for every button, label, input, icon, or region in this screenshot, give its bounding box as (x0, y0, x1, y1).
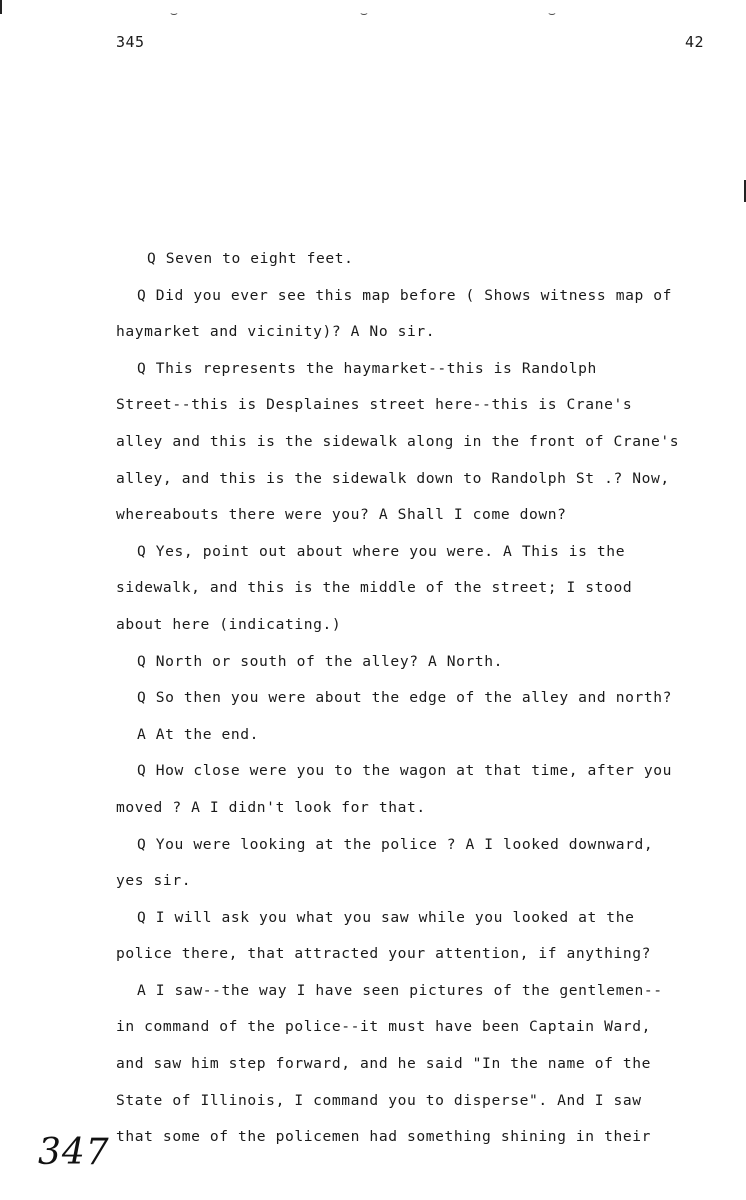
text-line: moved ? A I didn't look for that. (116, 798, 426, 816)
text-line: Q North or south of the alley? A North. (137, 652, 504, 670)
scan-edge-mark (0, 0, 2, 14)
punch-mark: ⌣ (170, 6, 178, 20)
text-line: yes sir. (116, 872, 192, 890)
text-line: police there, that attracted your attention, if anything? (116, 945, 652, 963)
text-line: State of Illinois, I command you to disperse". And I saw (116, 1091, 642, 1109)
text-line: Q This represents the haymarket--this is Randolph (137, 359, 597, 377)
text-line: Q Did you ever see this map before ( Shows witness map of (137, 286, 673, 304)
text-line: A At the end. (137, 725, 260, 743)
page-number-right: 42 (684, 33, 704, 51)
text-line: about here (indicating.) (116, 615, 342, 633)
text-line: in command of the police--it must have been Captain Ward, (116, 1018, 652, 1036)
text-line: that some of the policemen had something shining in their (116, 1128, 652, 1146)
handwritten-page-number: 347 (38, 1132, 110, 1173)
page-number-left: 345 (116, 33, 145, 51)
text-line: A I saw--the way I have seen pictures of the gentlemen-- (137, 981, 663, 999)
text-line: Q Yes, point out about where you were. A This is the (137, 542, 626, 560)
text-line: Q You were looking at the police ? A I looked downward, (137, 835, 654, 853)
transcript-body (116, 246, 716, 1161)
punch-mark: ⌣ (548, 6, 556, 20)
text-line: Q So then you were about the edge of the alley and north? (137, 689, 673, 707)
text-line: whereabouts there were you? A Shall I come down? (116, 506, 567, 524)
text-line: Q I will ask you what you saw while you looked at the (137, 908, 635, 926)
text-line: alley and this is the sidewalk along in the front of Crane's (116, 432, 680, 450)
text-line: alley, and this is the sidewalk down to Randolph St .? Now, (116, 469, 670, 487)
text-line: Street--this is Desplaines street here--this is Crane's (116, 396, 633, 414)
text-line: Q How close were you to the wagon at that time, after you (137, 762, 673, 780)
text-line: sidewalk, and this is the middle of the street; I stood (116, 579, 633, 597)
text-line: haymarket and vicinity)? A No sir. (116, 323, 436, 341)
punch-mark: ⌣ (360, 6, 368, 20)
text-line: and saw him step forward, and he said "In the name of the (116, 1055, 652, 1073)
text-line: Q Seven to eight feet. (147, 250, 354, 267)
